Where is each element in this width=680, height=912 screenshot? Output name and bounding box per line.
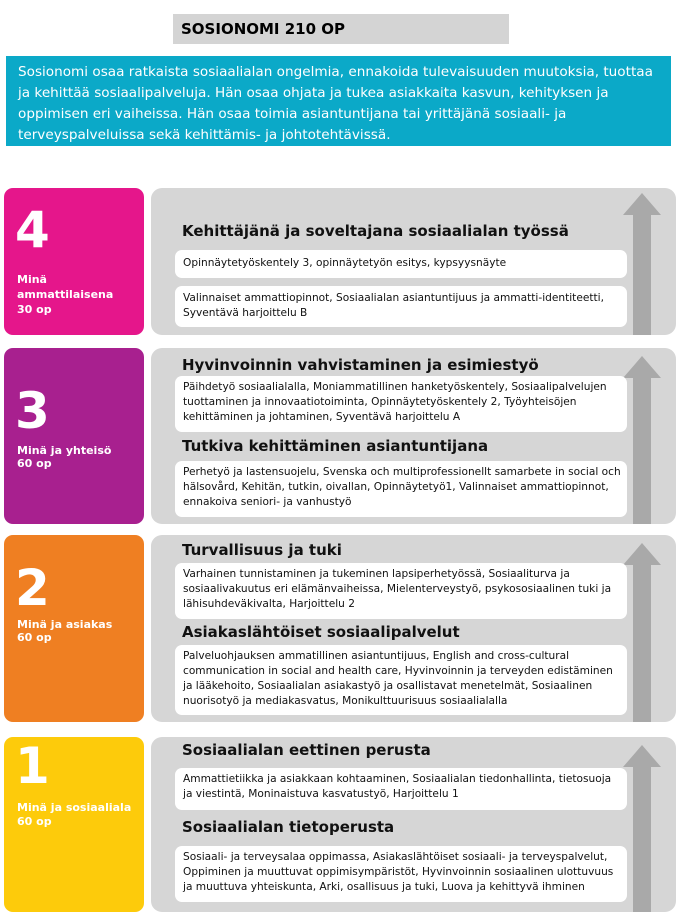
section-heading: Hyvinvoinnin vahvistaminen ja esimiestyö [182,356,539,374]
level-4-credits: 30 op [17,303,52,316]
level-3-panel [151,348,676,524]
level-3-credits: 60 op [17,457,52,470]
course-card: Perhetyö ja lastensuojelu, Svenska och multiprofessionellt samarbete in social och hälsovård, Kehitän, tutkin, oivallan, Opinnäytetyö1, Valinnaiset ammattiopinnot, ennakoiva seniori- ja vanhustyö [175,461,627,517]
level-4-name: Minä ammattilaisena [17,273,114,301]
level-2-panel [151,535,676,722]
level-1-name: Minä ja sosiaaliala [17,801,132,814]
level-3-name: Minä ja yhteisö [17,444,112,457]
section-heading: Sosiaalialan tietoperusta [182,818,395,836]
level-2-credits: 60 op [17,631,52,644]
course-card: Ammattietiikka ja asiakkaan kohtaaminen, Sosiaalialan tiedonhallinta, tietosuoja ja viestintä, Moninaistuva kasvatustyö, Harjoittelu 1 [175,768,627,810]
level-1-credits: 60 op [17,815,52,828]
section-heading: Asiakaslähtöiset sosiaalipalvelut [182,623,460,641]
level-2-number: 2 [15,559,50,617]
level-2-name: Minä ja asiakas [17,618,113,631]
course-card: Sosiaali- ja terveysalaa oppimassa, Asiakaslähtöiset sosiaali- ja terveyspalvelut, Oppiminen ja muuttuvat oppimisympäristöt, Hyvinvoinnin sosiaalinen ulottuvuus ja muuttuva yhteiskunta, Arki, osallisuus ja tuki, Luova ja kehittyvä ihminen [175,846,627,902]
level-4 [0,188,680,335]
level-2 [0,535,680,722]
course-card: Opinnäytetyöskentely 3, opinnäytetyön esitys, kypsyysnäyte [175,250,627,278]
section-heading: Tutkiva kehittäminen asiantuntijana [182,437,489,455]
level-1-number: 1 [15,737,50,795]
course-card: Valinnaiset ammattiopinnot, Sosiaalialan asiantuntijuus ja ammatti-identiteetti, Syventävä harjoittelu B [175,286,627,327]
page-title: SOSIONOMI 210 OP [173,14,509,44]
level-2-badge [4,535,144,722]
section-heading: Kehittäjänä ja soveltajana sosiaalialan työssä [182,222,569,240]
level-3-number: 3 [15,382,50,440]
course-card: Päihdetyö sosiaalialalla, Moniammatillinen hanketyöskentely, Sosiaalipalvelujen tuottaminen ja innovaatiotoiminta, Opinnäytetyöskentely 2, Työyhteisöjen kehittäminen ja johtaminen, Syventävä harjoittelu A [175,376,627,432]
level-1-panel [151,737,676,912]
level-4-panel [151,188,676,335]
section-heading: Sosiaalialan eettinen perusta [182,741,431,759]
section-heading: Turvallisuus ja tuki [182,541,342,559]
level-1 [0,737,680,912]
intro-text: Sosionomi osaa ratkaista sosiaalialan ongelmia, ennakoida tulevaisuuden muutoksia, tuottaa ja kehittää sosiaalipalveluja. Hän osaa ohjata ja tukea asiakkaita kasvun, kehityksen ja oppimisen eri vaiheissa. Hän osaa toimia asiantuntijana tai yrittäjänä sosiaali- ja terveyspalveluissa sekä kehittämis- ja johtotehtävissä. [6,56,671,146]
level-4-badge [4,188,144,335]
level-1-badge [4,737,144,912]
level-3 [0,348,680,524]
level-3-badge [4,348,144,524]
course-card: Varhainen tunnistaminen ja tukeminen lapsiperhetyössä, Sosiaaliturva ja sosiaalivakuutus eri elämänvaiheissa, Mielenterveystyö, psykososiaalinen tuki ja lähisuhdeväkivalta, Harjoittelu 2 [175,563,627,619]
course-card: Palveluohjauksen ammatillinen asiantuntijuus, English and cross-cultural communication in social and health care, Hyvinvoinnin ja terveyden edistäminen ja lääkehoito, Sosiaalialan asiakastyö ja osallistavat menetelmät, Sosiaalinen nuorisotyö ja mediakasvatus, Monikulttuurisuus sosiaalialalla [175,645,627,715]
level-4-number: 4 [15,201,50,259]
